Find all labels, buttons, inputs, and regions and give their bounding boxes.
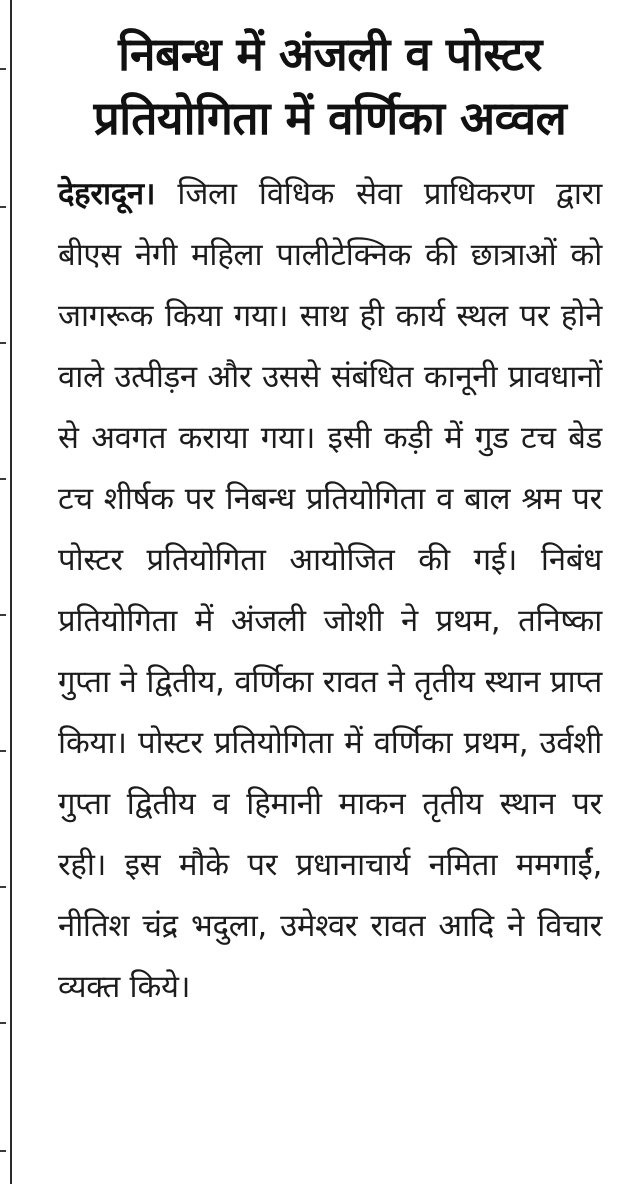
edge-mark	[0, 68, 6, 70]
edge-mark	[0, 342, 6, 344]
column-divider-rule	[10, 0, 12, 1184]
edge-mark	[0, 750, 6, 752]
edge-mark	[0, 886, 6, 888]
edge-mark	[0, 614, 6, 616]
news-article	[58, 22, 602, 1049]
headline-line-1: निबन्ध में अंजली व पोस्टर	[118, 27, 542, 81]
article-body	[58, 164, 602, 1018]
headline-line-2: प्रतियोगिता में वर्णिका अव्वल	[93, 91, 567, 145]
headline	[58, 22, 602, 150]
dateline: देहरादून।	[58, 176, 156, 212]
edge-mark	[0, 478, 6, 480]
edge-mark	[0, 1150, 6, 1152]
edge-mark	[0, 206, 6, 208]
article-body-text: जिला विधिक सेवा प्राधिकरण द्वारा बीएस नेगी महिला पालीटेक्निक की छात्राओं को जागरूक किया गया। साथ ही कार्य स्थल पर होने वाले उत्पीड़न और उससे संबंधित कानूनी प्रावधानों से अवगत कराया गया। इसी कड़ी में गुड टच बेड टच शीर्षक पर निबन्ध प्रतियोगिता व बाल श्रम पर पोस्टर प्रतियोगिता आयोजित की गई। निबंध प्रतियोगिता में अंजली जोशी ने प्रथम, तनिष्का गुप्ता ने द्वितीय, वर्णिका रावत ने तृतीय स्थान प्राप्त किया। पोस्टर प्रतियोगिता में वर्णिका प्रथम, उर्वशी गुप्ता द्वितीय व हिमानी माकन तृतीय स्थान पर रही। इस मौके पर प्रधानाचार्य नमिता ममगाईं, नीतिश चंद्र भदुला, उमेश्वर रावत आदि ने विचार व्यक्त किये।	[58, 176, 602, 1005]
edge-mark	[0, 1022, 6, 1024]
